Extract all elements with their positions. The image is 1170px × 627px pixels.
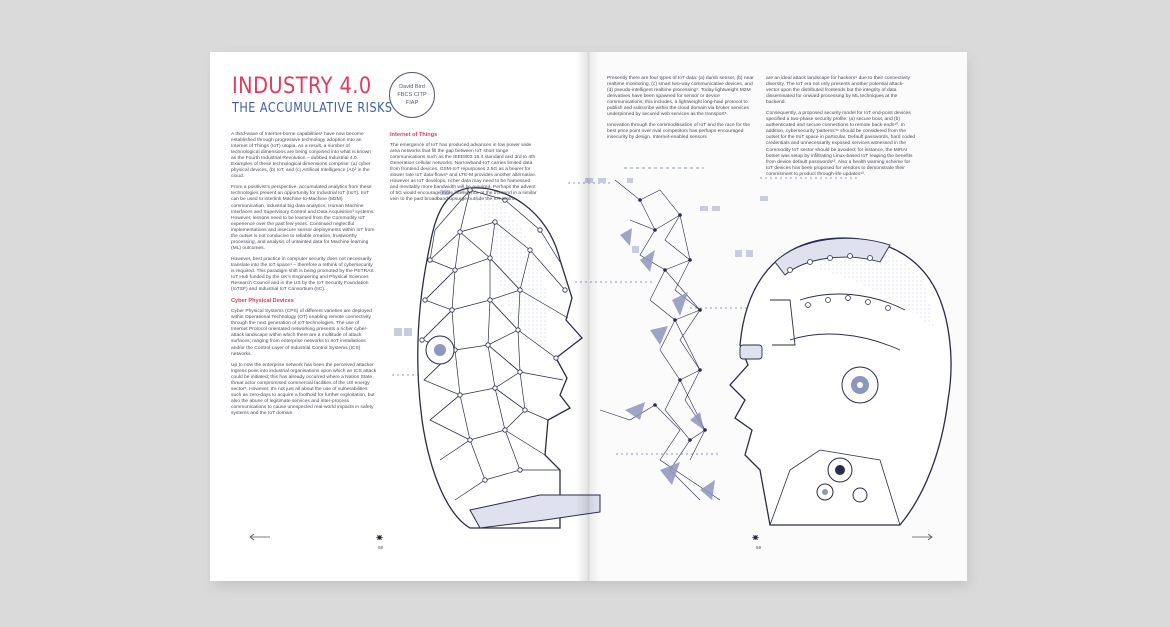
paragraph: However, best practice in computer security does not necessarily translate into the IoT space⁴ – therefore a rethink of cybersecurity is required. This paradigm shift is being promoted by the PETRAS IoT Hub funded by the UK's Engineering and Physical Sciences Research Council and in the US by the IoT Security Foundation (IoTSF) and Industrial IoT Consortium (IIC). bbox=[231, 256, 374, 293]
page-title: INDUSTRY 4.0 bbox=[232, 74, 372, 99]
article-column-3 bbox=[607, 76, 757, 146]
left-robot-head bbox=[418, 188, 600, 528]
article-column-4 bbox=[766, 76, 916, 183]
paragraph: Consequently, a proposed security model for IoT end-point devices specified a two-phase security profile: (a) secure boot, and (b) authenticated and secure connections to remote back-ends¹⁰. In addition, cybersecurity 'patterns'¹¹ should be considered from the outset for the IIoT space in particular. Default passwords, hard coded credentials and unnecessarily exposed services witnessed in the Commodity IoT sector should be avoided; for instance, the MIRAI botnet was setup by infiltrating Linux-based IoT reaping the benefits from device default passwords¹². Also a health warning scheme for IoT devices has been proposed for vendors to demonstrate their commitment to product through-life updates¹³. bbox=[766, 111, 916, 177]
author-suffix: FIAP bbox=[405, 100, 419, 107]
paragraph: are an ideal attack landscape for hackers⁹ due to their connectivity diversity. The IoT era not only presents another potential attack-vector upon the distributed frontends but the integrity of data disseminated for onward processing by ML techniques at the backend. bbox=[766, 76, 911, 106]
author-name: David Bird bbox=[399, 83, 425, 90]
paragraph: Innovation through the commoditisation of IoT and the race for the best price point over rival competitors has perhaps encouraged insecurity by design. Internet-enabled sensors bbox=[607, 123, 750, 141]
page-number-right: 59 bbox=[756, 545, 762, 550]
paragraph: From a positivist's perspective, accumulated analytics from these technologies present an opportunity for Industrial IoT (IIoT). IIoT can be used to interlink Machine-to-Machine (M2M) communication, industrial big data analytics, Human Machine Interfaces and Supervisory Control and Data Acquisition³ systems. However, lessons need to be learned from the Commodity IoT experience over the past few years. Continued neglectful implementations and insecure sensor deployments within IoT from the outset is not conducive to reliable creation, trustworthy processing, and analysis of untainted data for Machine-learning (ML) outcomes. bbox=[231, 185, 375, 251]
paragraph: Presently there are four types of IoT data: (a) dumb sensor, (b) near realtime monitoring, (c) smart two-way communicative devices, and (d) pseudo-intelligent realtime processing⁷. Today lightweight M2M derivatives have been spawned for sensor or device communications; this includes, a lightweight long-haul protocol to publish and subscribe within the cloud domain via broker services underpinned by secured web services as the transport⁸. bbox=[607, 76, 754, 118]
page-subtitle: THE ACCUMULATIVE RISKS bbox=[232, 101, 393, 116]
section-heading: Cyber Physical Devices bbox=[231, 298, 294, 305]
bug-icon bbox=[752, 534, 759, 541]
paragraph: The emergence of IoT has produced advances in low power wide area networks that fill the gap between IoT short range communications such as the IEEE802.15.4 standard and 3rd to 4th Generation cellular networks. Narrowband-IoT carries limited data from frontend devices. GSM-IoT repurposes 2.5G as a bearer for slower rate IoT data-flows⁶ and LTE-M provides another alternative. However as IoT develops, richer data may need to be harnessed and inevitably more bandwidth will be required. Perhaps the advent of 5G would encourage more intelligence at the frontend in a similar vein to the past broadband upsurge outside the IoT realm. bbox=[390, 143, 537, 203]
section-heading: Internet of Things bbox=[390, 132, 438, 138]
paragraph: Cyber Physical Systems (CPS) of different varieties are deployed within Operational Technology (OT) enabling remote connectivity through the next generation of IoT technologies. The use of Internet Protocol orientated networking presents a richer cyber-attack landscape within which there are a multitude of attack surfaces; ranging from enterprise networks to IIoT installations and/or the Control Layer of Industrial Control Systems (ICS) networks. bbox=[231, 309, 372, 357]
article-column-1 bbox=[231, 132, 377, 422]
article-column-2 bbox=[390, 132, 538, 209]
author-badge bbox=[389, 72, 435, 118]
bug-icon bbox=[376, 534, 383, 541]
paragraph: Up to now the enterprise network has been the perceived attacker ingress point into industrial organisations upon which an ICS attack could be initiated; this has already occurred where a Nation State threat actor compromised commercial facilities of the US energy sector⁵. However, it's not just all about the use of vulnerabilities such as zero-days to acquire a foothold for further exploitation, but also the abuse of legitimate services and inter-process communications to cause unexpected real-world impacts in safety systems and the IoT domain. bbox=[231, 362, 377, 416]
page-number-left: 58 bbox=[378, 545, 384, 550]
center-gutter bbox=[576, 52, 600, 581]
paragraph: A third-wave of Internet-borne capabilities¹ have now become established through progressive technology adoption into an Internet of Things (IoT) utopia. As a result, a number of technological dimensions are being conjoined into what is known as the Fourth Industrial Revolution – dubbed Industrial 4.0. Examples of these technological dimensions comprise: (a) cyber physical devices, (b) IoT, and (c) Artificial Intelligence (AI)² in the cloud. bbox=[231, 132, 372, 180]
right-robot-head bbox=[730, 238, 951, 525]
author-credentials: FBCS CITP bbox=[397, 91, 427, 98]
